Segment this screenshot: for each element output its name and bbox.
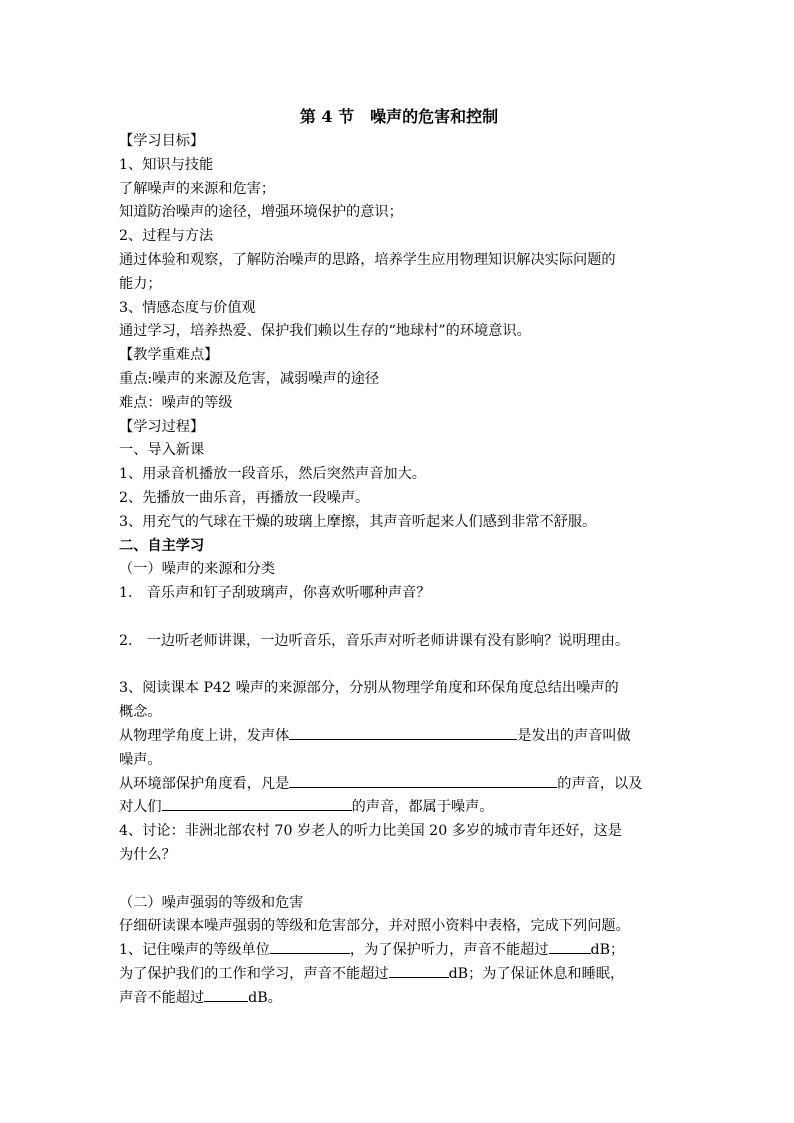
question-4-line-1: 4、讨论：非洲北部农村 70 岁老人的听力比美国 20 多岁的城市青年还好，这是 (119, 823, 622, 840)
intro-heading: 一、导入新课 (119, 442, 205, 459)
hard-point: 难点：噪声的等级 (119, 394, 233, 411)
question-3-environment-definition (119, 773, 679, 797)
question-3-physics-end: 噪声。 (119, 751, 162, 768)
question-3-line-1: 3、阅读课本 P42 噪声的来源部分，分别从物理学角度和环保角度总结出噪声的 (119, 680, 619, 697)
sub2-text-e: dB；为了保证休息和睡眠， (448, 965, 625, 982)
sub2-text-g: dB。 (248, 989, 282, 1006)
self-study-heading: 二、自主学习 (119, 537, 205, 554)
subsection-2-heading: （二）噪声强弱的等级和危害 (119, 894, 304, 911)
subsection-2-question-1-line-2 (119, 963, 679, 987)
objective-2-line-1: 通过体验和观察，了解防治噪声的思路，培养学生应用物理知识解决实际问题的 (119, 251, 616, 268)
physics-text-b: 是发出的声音叫做 (517, 727, 631, 744)
objective-2-line-2: 能力； (119, 275, 162, 292)
question-3-line-2: 概念。 (119, 704, 162, 721)
fill-blank-work-db[interactable] (389, 963, 449, 978)
objective-3-heading: 3、情感态度与价值观 (119, 299, 256, 316)
fill-blank-environment-2[interactable] (162, 796, 352, 811)
key-point: 重点:噪声的来源及危害，减弱噪声的途径 (119, 370, 380, 387)
env-text-a: 从环境部保护角度看，凡是 (119, 775, 290, 792)
env-text-c: 对人们 (119, 799, 162, 816)
subsection-1-heading: （一）噪声的来源和分类 (119, 561, 276, 578)
objective-1-heading: 1、知识与技能 (119, 156, 214, 173)
question-4-line-2: 为什么？ (119, 846, 176, 863)
intro-step-2: 2、先播放一曲乐音，再播放一段噪声。 (119, 489, 370, 506)
fill-blank-hearing-db[interactable] (549, 939, 591, 954)
fill-blank-unit[interactable] (270, 939, 350, 954)
subsection-2-question-1-line-1 (119, 939, 679, 963)
subsection-2-question-1-line-3 (119, 987, 679, 1011)
objective-2-heading: 2、过程与方法 (119, 228, 214, 245)
answer-space-1 (119, 606, 679, 630)
question-2: 2. 一边听老师讲课，一边听音乐，音乐声对听老师讲课有没有影响？说明理由。 (119, 632, 630, 649)
physics-text-a: 从物理学角度上讲，发声体 (119, 727, 290, 744)
difficulty-heading: 【教学重难点】 (119, 347, 219, 364)
intro-step-1: 1、用录音机播放一段音乐，然后突然声音加大。 (119, 466, 426, 483)
sub2-text-a: 1、记住噪声的等级单位 (119, 942, 270, 959)
fill-blank-sleep-db[interactable] (204, 987, 248, 1002)
question-3-environment-cont (119, 796, 679, 820)
question-1: 1. 音乐声和钉子刮玻璃声，你喜欢听哪种声音？ (119, 585, 431, 602)
env-text-d: 的声音，都属于噪声。 (351, 799, 494, 816)
sub2-text-c: dB； (590, 942, 625, 959)
sub2-text-f: 声音不能超过 (119, 989, 205, 1006)
sub2-text-b: ，为了保护听力，声音不能超过 (349, 942, 549, 959)
answer-space-2 (119, 654, 679, 678)
env-text-b: 的声音，以及 (557, 775, 643, 792)
objectives-heading: 【学习目标】 (119, 133, 205, 149)
fill-blank-environment-1[interactable] (289, 773, 557, 788)
question-3-physics-definition (119, 725, 679, 749)
document-page (119, 104, 679, 1010)
answer-space-4 (119, 868, 679, 892)
subsection-2-instruction: 仔细研读课本噪声强弱的等级和危害部分，并对照小资料中表格，完成下列问题。 (119, 918, 630, 935)
fill-blank-physics[interactable] (289, 725, 517, 740)
process-heading: 【学习过程】 (119, 418, 205, 435)
objective-3-line-1: 通过学习，培养热爱、保护我们赖以生存的“地球村”的环境意识。 (119, 323, 531, 340)
sub2-text-d: 为了保护我们的工作和学习，声音不能超过 (119, 965, 389, 982)
objective-1-line-2: 知道防治噪声的途径，增强环境保护的意识； (119, 204, 403, 221)
page-title: 第 4 节 噪声的危害和控制 (299, 107, 499, 126)
objective-1-line-1: 了解噪声的来源和危害； (119, 180, 276, 197)
intro-step-3: 3、用充气的气球在干燥的玻璃上摩擦，其声音听起来人们感到非常不舒服。 (119, 513, 597, 530)
